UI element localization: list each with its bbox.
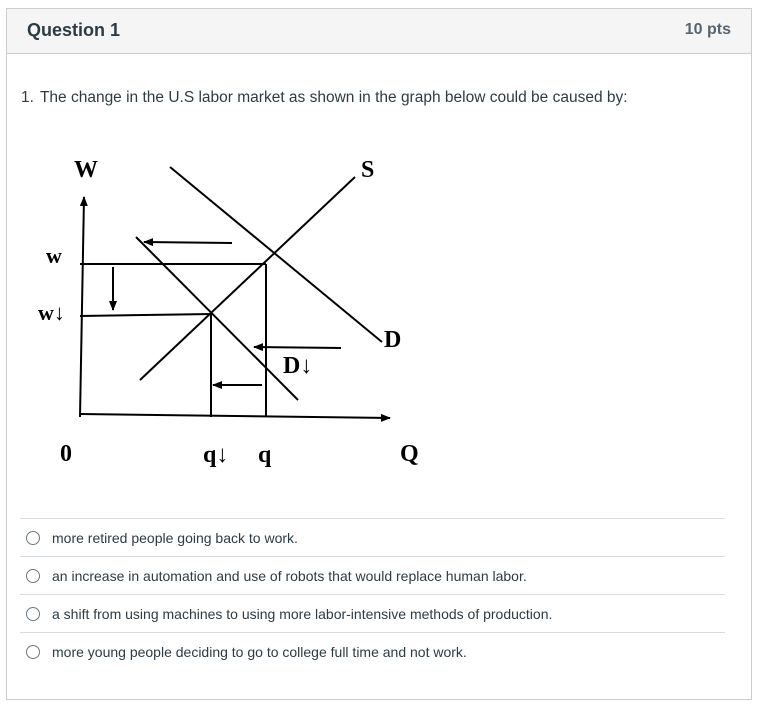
- answer-option[interactable]: [20, 518, 725, 556]
- demand-label: D: [384, 327, 402, 353]
- wage-shift-guide-line: [80, 314, 213, 316]
- demand-shift-arrow-top: [144, 242, 232, 243]
- demand-curve: [170, 167, 382, 342]
- radio-button[interactable]: [26, 645, 40, 659]
- question-number: 1.: [21, 89, 34, 106]
- graph-svg: [30, 145, 450, 485]
- question-points: 10 pts: [684, 21, 731, 38]
- answer-label[interactable]: an increase in automation and use of robots that would replace human labor.: [52, 567, 527, 584]
- quantity-shift-label: q↓: [203, 442, 229, 468]
- answer-list: [20, 518, 725, 670]
- quantity-label: q: [258, 442, 272, 468]
- question-text: The change in the U.S labor market as shown in the graph below could be caused by:: [39, 89, 628, 106]
- answer-option[interactable]: [20, 632, 725, 670]
- question-header: [7, 9, 751, 54]
- radio-button[interactable]: [26, 569, 40, 583]
- question-text-row: [21, 89, 628, 107]
- answer-label[interactable]: more young people deciding to go to college full time and not work.: [52, 643, 467, 660]
- radio-button[interactable]: [26, 607, 40, 621]
- question-title: Question 1: [27, 20, 121, 40]
- origin-label: 0: [60, 441, 72, 467]
- demand-shift-arrow-mid: [254, 347, 341, 348]
- wage-label: w: [46, 243, 62, 268]
- x-axis: [80, 414, 390, 418]
- answer-option[interactable]: [20, 556, 725, 594]
- radio-button[interactable]: [26, 531, 40, 545]
- wage-shift-label: w↓: [38, 300, 65, 325]
- x-axis-label: Q: [400, 441, 419, 467]
- y-axis: [80, 197, 84, 417]
- y-axis-label: W: [74, 157, 98, 183]
- demand-shift-label: D↓: [283, 353, 313, 379]
- answer-label[interactable]: more retired people going back to work.: [52, 529, 298, 546]
- demand-shifted-curve: [136, 237, 298, 400]
- supply-label: S: [361, 157, 375, 183]
- labor-market-graph: [30, 145, 450, 485]
- answer-label[interactable]: a shift from using machines to using more labor-intensive methods of production.: [52, 605, 553, 622]
- answer-option[interactable]: [20, 594, 725, 632]
